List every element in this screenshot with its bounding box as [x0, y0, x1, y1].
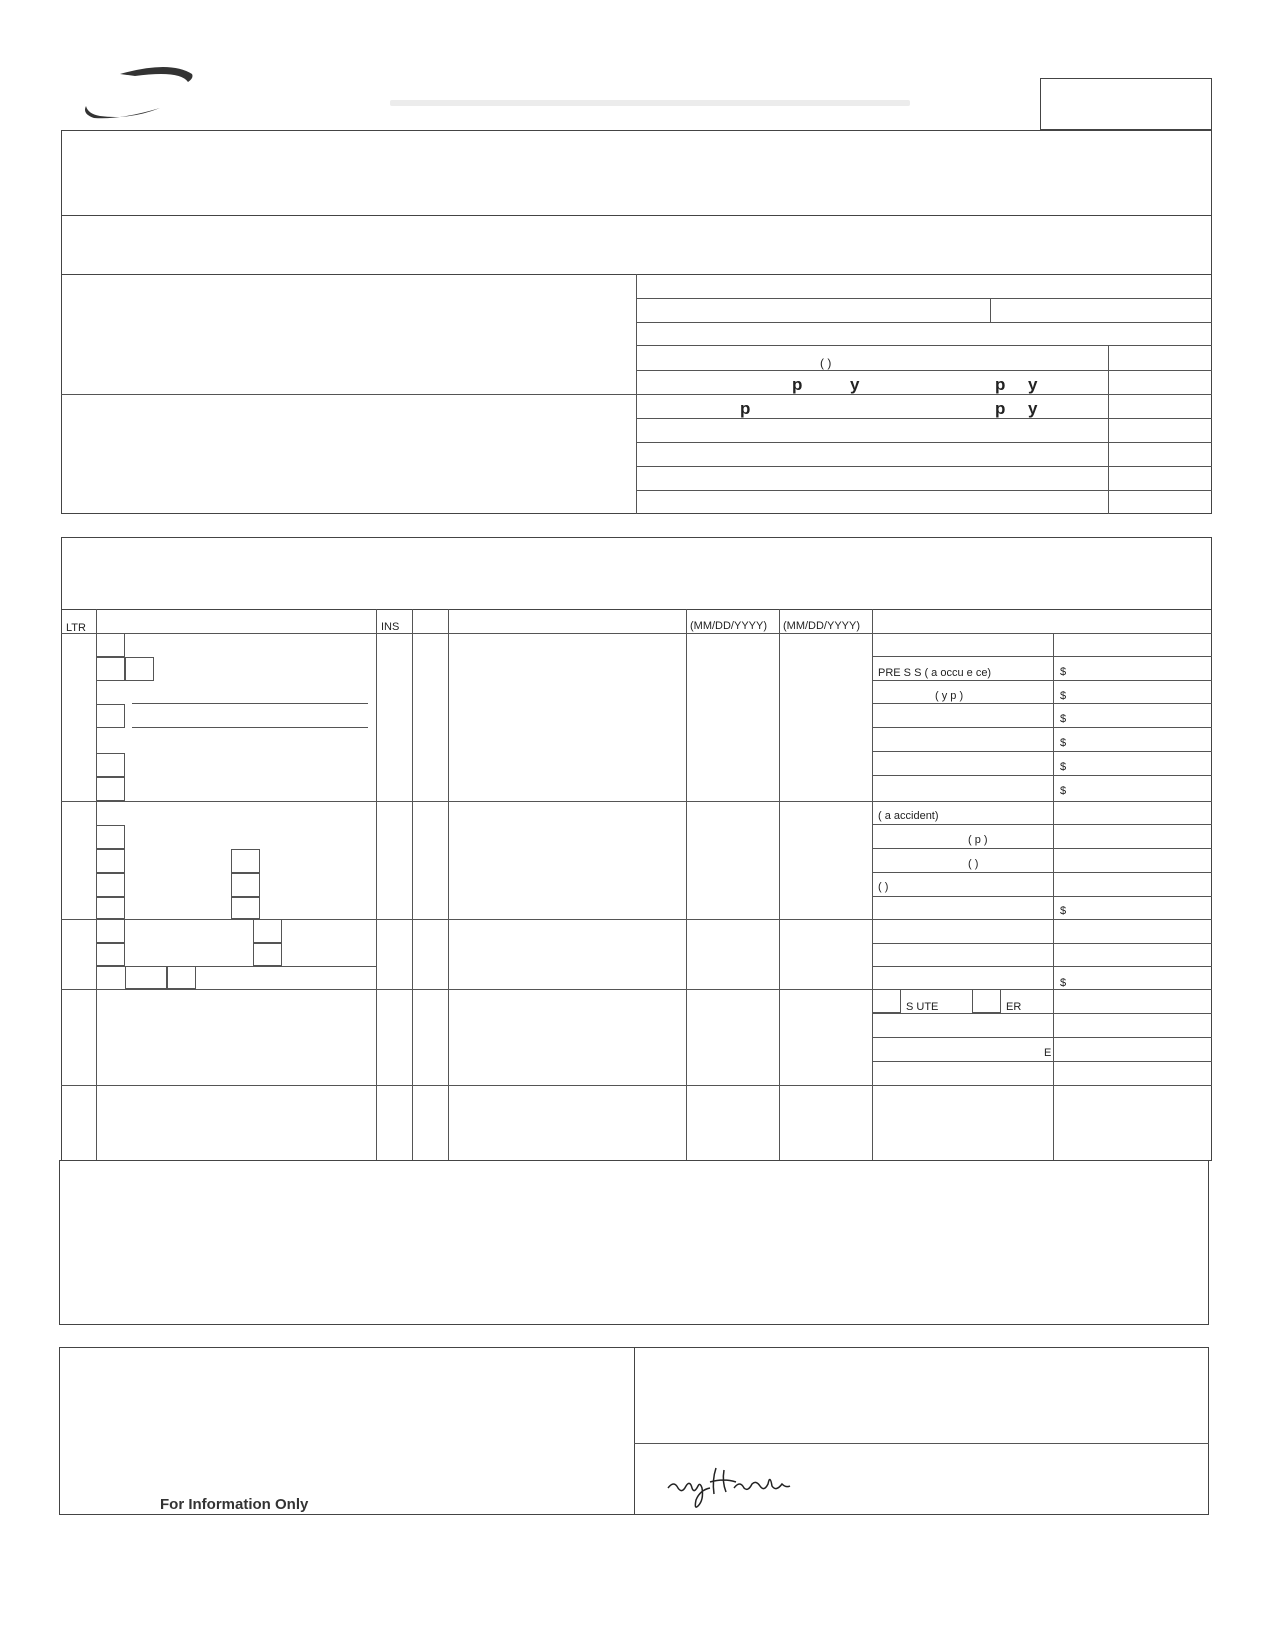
umbrella-checkbox-2[interactable] [96, 943, 125, 966]
umbrella-checkbox-3[interactable] [253, 919, 282, 943]
col-exp-date: (MM/DD/YYYY) [783, 620, 860, 632]
insured-divider [61, 394, 636, 395]
limit-premises: PRE S S ( a occu e ce) [878, 667, 992, 679]
limit-other: ER [1006, 1001, 1022, 1013]
limit-per-person: ( p ) [968, 834, 988, 846]
auto-checkbox-1[interactable] [96, 825, 125, 849]
auto-checkbox-2[interactable] [96, 849, 125, 873]
limit-property: ( ) [878, 881, 889, 893]
phone-paren: ( ) [820, 356, 832, 370]
date-box [1040, 78, 1212, 130]
dollar-7: $ [1060, 905, 1067, 917]
notice-box [61, 130, 1212, 216]
limit-accident: ( a accident) [878, 810, 939, 822]
gl-checkbox-4[interactable] [96, 704, 125, 728]
umbrella-checkbox-6[interactable] [167, 966, 196, 989]
form-title-faint [390, 100, 910, 106]
auto-checkbox-7[interactable] [231, 897, 260, 919]
subrogation-box [61, 215, 1212, 275]
auto-checkbox-6[interactable] [231, 873, 260, 897]
col-ltr: LTR [66, 622, 86, 634]
company-logo [80, 62, 200, 124]
col-ins: INS [381, 621, 400, 633]
limit-statute: S UTE [906, 1001, 939, 1013]
description-box [59, 1160, 1209, 1325]
coverages-notice-box [61, 537, 1212, 610]
gl-checkbox-6[interactable] [96, 777, 125, 801]
gl-checkbox-5[interactable] [96, 753, 125, 777]
authorized-signature [664, 1460, 794, 1510]
limit-per-accident: ( ) [968, 858, 979, 870]
auto-checkbox-4[interactable] [96, 897, 125, 919]
certificate-holder-box [59, 1347, 635, 1515]
col-eff-date: (MM/DD/YYYY) [690, 620, 767, 632]
fragment-p1: p [792, 375, 803, 394]
umbrella-checkbox-5[interactable] [125, 966, 167, 989]
umbrella-checkbox-4[interactable] [253, 943, 282, 966]
gl-checkbox-3[interactable] [96, 657, 125, 681]
auto-checkbox-3[interactable] [96, 873, 125, 897]
other-checkbox[interactable] [972, 989, 1001, 1013]
umbrella-checkbox-1[interactable] [96, 919, 125, 943]
gl-checkbox-1[interactable] [96, 633, 125, 657]
fragment-y2: y [1028, 375, 1038, 394]
fragment-y1: y [850, 375, 860, 394]
dollar-1: $ [1060, 666, 1067, 678]
dollar-6: $ [1060, 785, 1067, 797]
dollar-5: $ [1060, 761, 1067, 773]
limit-el-each: E [1044, 1047, 1052, 1059]
fragment-p4: p [995, 399, 1006, 418]
fragment-p3: p [740, 399, 751, 418]
fragment-y3: y [1028, 399, 1038, 418]
limit-medical: ( y p ) [935, 690, 964, 702]
information-only-label: For Information Only [160, 1496, 309, 1513]
dollar-4: $ [1060, 737, 1067, 749]
fragment-p2: p [995, 375, 1006, 394]
auto-checkbox-5[interactable] [231, 849, 260, 873]
statute-checkbox[interactable] [872, 989, 901, 1013]
dollar-2: $ [1060, 690, 1067, 702]
authorized-rep-divider [634, 1443, 1209, 1444]
dollar-3: $ [1060, 713, 1067, 725]
gl-checkbox-2[interactable] [125, 657, 154, 681]
dollar-8: $ [1060, 977, 1067, 989]
